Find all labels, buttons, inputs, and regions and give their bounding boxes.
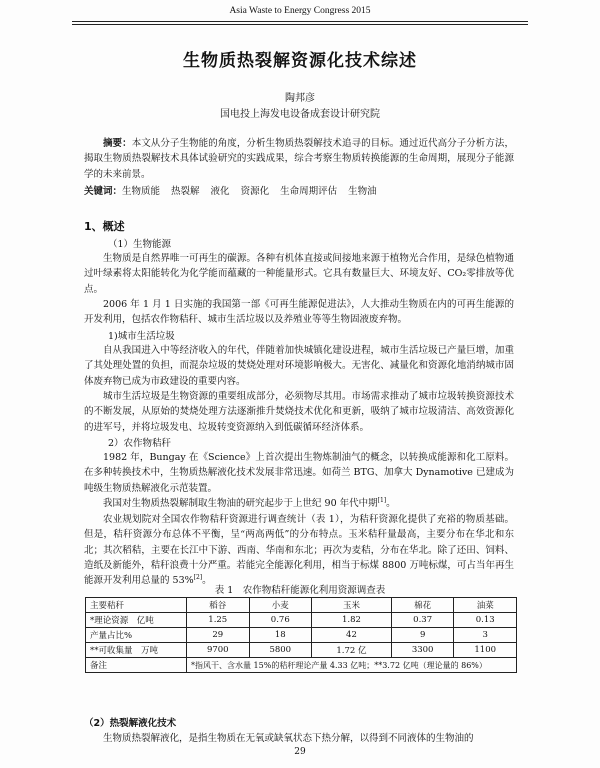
table-caption: 表 1 农作物秸秆能源化利用资源调查表 xyxy=(214,585,386,596)
paragraph-straw-survey xyxy=(84,512,514,588)
abstract-text: 本文从分子生物能的角度，分析生物质热裂解技术追寻的目标。通过近代高分子分析方法，揭取生物质热裂解技术具体试验研究的实践成果，综合考察生物质转换能源的生命周期，展现分子能源学的未来前景。 xyxy=(84,138,514,180)
paragraph-pyrolysis: 生物质热裂解液化，是指生物质在无氧或缺氧状态下热分解，以得到不同液体的生物油的 xyxy=(103,733,474,744)
keywords-label: 关键词： xyxy=(84,186,123,197)
table-cell: 9700 xyxy=(187,643,250,658)
table-cell: 18 xyxy=(249,628,312,643)
table-header-cell: 小麦 xyxy=(249,598,312,613)
table-row xyxy=(86,613,517,628)
table-note: *指风干、含水量 15%的秸秆理论产量 4.33 亿吨；**3.72 亿吨（理论量的 86%） xyxy=(187,658,517,673)
table-header-cell: 稻谷 xyxy=(187,598,250,613)
table-cell: 3300 xyxy=(391,643,454,658)
table-row-label: *理论资源 亿吨 xyxy=(86,613,187,628)
paragraph-waste-growth: 自从我国进入中等经济收入的年代，伴随着加快城镇化建设进程，城市生活垃圾已产量巨增，加重了其处理处置的负担，而混杂垃圾的焚烧处理对环境影响极大。无害化、减量化和资源化地消纳城市固体废弃物已成为市政建设的重要内容。 xyxy=(84,345,514,387)
table-row-label: **可收集量 万吨 xyxy=(86,643,187,658)
citation-ref: [2] xyxy=(193,574,203,582)
keyword-item: 生命周期评估 xyxy=(280,186,338,197)
table-cell: 29 xyxy=(187,628,250,643)
citation-ref: [1] xyxy=(377,496,387,504)
research-start-text: 我国对生物质热裂解制取生物油的研究起步于上世纪 90 年代中期 xyxy=(103,498,378,509)
subsection-municipal-waste: 1)城市生活垃圾 xyxy=(108,331,175,342)
paragraph-bungay: 1982 年，Bungay 在《Science》上首次提出生物炼制油气的概念，以转换成能源和化工原料。在多种转换技术中，生物质热解液化技术发展非常迅速。如荷兰 BTG、加拿大 Dynamotive 已建成为吨级生物质热解液化示范装置。 xyxy=(84,452,514,494)
header-rule-thin xyxy=(72,24,528,25)
table-note-row xyxy=(86,658,517,673)
table-header-cell: 油菜 xyxy=(454,598,517,613)
abstract-label: 摘要： xyxy=(103,138,132,149)
author-name: 陶邦彦 xyxy=(285,93,315,104)
straw-survey-end: 。 xyxy=(202,575,212,587)
table-row-label: 产量占比% xyxy=(86,628,187,643)
keyword-item: 热裂解 xyxy=(171,186,200,197)
table-cell: 1.82 xyxy=(312,613,392,628)
keyword-item: 生物油 xyxy=(348,186,377,197)
research-start-end: 。 xyxy=(386,498,396,509)
running-header: Asia Waste to Energy Congress 2015 xyxy=(229,6,371,16)
abstract xyxy=(84,136,514,182)
table-cell: 1.72 亿 xyxy=(312,643,392,658)
table-cell: 5800 xyxy=(249,643,312,658)
paragraph-research-start xyxy=(84,496,514,511)
keyword-item: 生物质能 xyxy=(122,186,161,197)
paragraph-waste-resource: 城市生活垃圾是生物资源的重要组成部分，必须物尽其用。市场需求推动了城市垃圾转换资源技术的不断发展，从原始的焚烧处理方法逐渐推升焚烧技术优化和更新，吸纳了城市垃圾清洁、高效资源化的进军号，并将垃圾发电、垃圾转变资源纳入到低碳循环经济体系。 xyxy=(84,391,514,433)
keyword-item: 资源化 xyxy=(240,186,270,197)
straw-resource-table xyxy=(85,597,517,673)
table-note-label: 备注 xyxy=(86,658,187,673)
table-header-cell: 玉米 xyxy=(312,598,392,613)
keywords xyxy=(84,184,514,199)
table-cell: 0.13 xyxy=(454,613,517,628)
table-header-cell: 棉花 xyxy=(391,598,454,613)
author-affiliation: 国电投上海发电设备成套设计研究院 xyxy=(220,109,380,120)
keyword-item: 液化 xyxy=(210,186,230,197)
straw-survey-text: 农业规划院对全国农作物秸秆资源进行调查统计（表 1），为秸秆资源化提供了充裕的物质基础。但是，秸秆资源分布总体不平衡，呈“两高两低”的分布特点。玉米秸秆量最高，主要分布在华北和东北；其次稻秸，主要在长江中下游、西南、华南和东北；再次为麦秸，分布在华北。除了还田、饲料、造纸及新能外，秸秆浪费十分严重。若能完全能源化利用，相当于标煤 8800 万吨标煤，可占当年再生能源开发利用总量的 53% xyxy=(84,514,514,587)
table-header-cell: 主要秸秆 xyxy=(86,598,187,613)
subsection-bioenergy: （1）生物能源 xyxy=(108,239,172,250)
table-cell: 0.37 xyxy=(391,613,454,628)
section-heading-overview: 1、概述 xyxy=(84,220,125,233)
table-cell: 3 xyxy=(454,628,517,643)
table-cell: 42 xyxy=(312,628,392,643)
table-header-row xyxy=(86,598,517,613)
table-row xyxy=(86,628,517,643)
table-cell: 1.25 xyxy=(187,613,250,628)
section-heading-pyrolysis: （2）热裂解液化技术 xyxy=(84,718,177,729)
header-rule xyxy=(72,21,528,22)
table-row xyxy=(86,643,517,658)
page-number: 29 xyxy=(294,747,306,757)
paragraph-biomass: 生物质是自然界唯一可再生的碳源。各种有机体直接或间接地来源于植物光合作用，是绿色植物通过叶绿素将太阳能转化为化学能而蕴藏的一种能量形式。它具有数量巨大、环境友好、CO₂零排放等优点。 xyxy=(84,253,514,295)
paragraph-renewable-law: 2006 年 1 月 1 日实施的我国第一部《可再生能源促进法》，人大推动生物质在内的可再生能源的开发利用，包括农作物秸秆、城市生活垃圾以及养殖业等等生物固液废弃物。 xyxy=(84,299,514,326)
paper-title: 生物质热裂解资源化技术综述 xyxy=(183,51,417,71)
table-cell: 0.76 xyxy=(249,613,312,628)
table-cell: 1100 xyxy=(454,643,517,658)
subsection-crop-straw: 2）农作物秸秆 xyxy=(108,438,172,449)
table-cell: 9 xyxy=(391,628,454,643)
